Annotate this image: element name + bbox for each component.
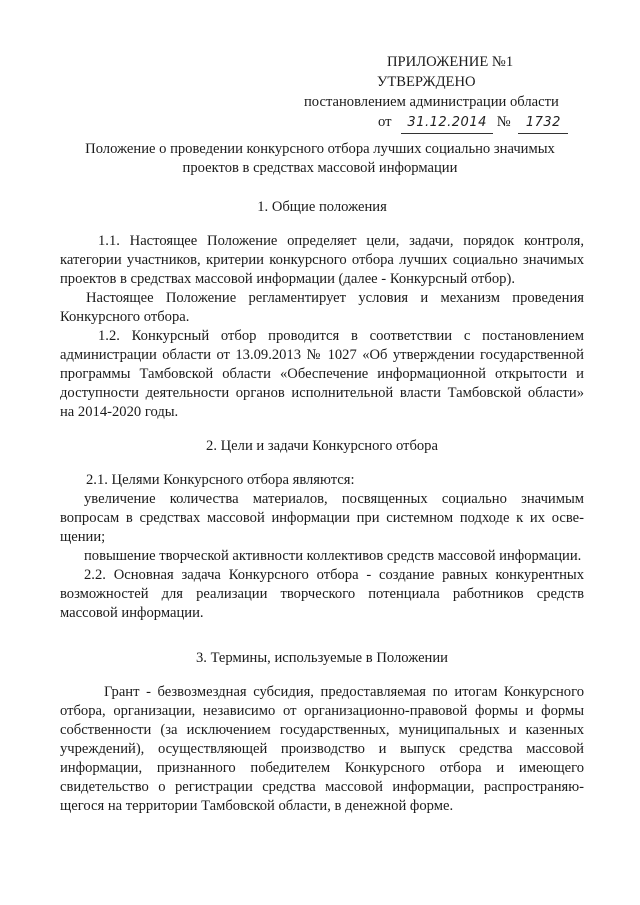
section-1-heading: 1. Общие положения <box>257 199 387 215</box>
paragraph-1-2: 1.2. Конкурсный отбор проводится в соответствии с постановлением администрации области от 13.09.2013 № 1027 «Об утверждении государственной программы Тамбовской области «Обеспечение информационной открытости и доступности деятельности органов исполнительной власти Тамбовской области» на 2014-2020 годы. <box>60 328 584 420</box>
resolution-label: постановлением администрации области <box>304 94 559 110</box>
approved-label: УТВЕРЖДЕНО <box>377 74 476 90</box>
section-3-body <box>60 683 584 816</box>
paragraph-2-2: 2.2. Основная задача Конкурсного отбора - создание равных конкурентных возможностей для реализации творческого потенциала работников средств массовой информации. <box>60 567 584 621</box>
document-title <box>60 140 580 178</box>
appendix-label: ПРИЛОЖЕНИЕ №1 <box>387 54 514 70</box>
section-2-heading: 2. Цели и задачи Конкурсного отбора <box>206 438 438 454</box>
handwritten-date: 31.12.2014 <box>401 113 493 134</box>
approval-stamp <box>300 52 600 134</box>
paragraph-3-1: Грант - безвозмездная субсидия, предоставляемая по итогам Конкурсного отбора, организации, независимо от организационно-правовой формы и формы собственности (за исключением государственных, муниципальных и казенных учреждений), осуществляющей производство и выпуск средства массовой информации, признанного победителем Конкурсного отбора и имеющего свидетельство о регистрации средства массовой информации, распространяю-щегося на территории Тамбовской области, в денежной форме. <box>60 684 584 814</box>
section-3-heading: 3. Термины, используемые в Положении <box>195 650 448 666</box>
section-1-body <box>60 232 584 422</box>
paragraph-2-1: 2.1. Целями Конкурсного отбора являются: <box>86 472 355 488</box>
paragraph-1-1-b: Настоящее Положение регламентирует условия и механизм проведения Конкурсного отбора. <box>60 290 584 325</box>
section-2-body <box>60 471 584 623</box>
title-line-2: проектов в средствах массовой информации <box>182 160 458 176</box>
from-label: от <box>378 114 392 130</box>
handwritten-number: 1732 <box>518 113 568 134</box>
paragraph-1-1: 1.1. Настоящее Положение определяет цели, задачи, порядок контроля, категории участников, критерии конкурсного отбора лучших социально значимых проектов в средствах массовой информации (далее - Конкурсный отбор). <box>60 233 584 287</box>
date-number-line <box>300 112 600 134</box>
paragraph-2-1-b: повышение творческой активности коллективов средств массовой информации. <box>84 548 582 564</box>
title-line-1: Положение о проведении конкурсного отбора лучших социально значимых <box>85 141 555 157</box>
number-label: № <box>496 114 511 130</box>
paragraph-2-1-a: увеличение количества материалов, посвященных социально значимым вопросам в средствах массовой информации при системном подходе к их осве-щении; <box>60 491 584 545</box>
